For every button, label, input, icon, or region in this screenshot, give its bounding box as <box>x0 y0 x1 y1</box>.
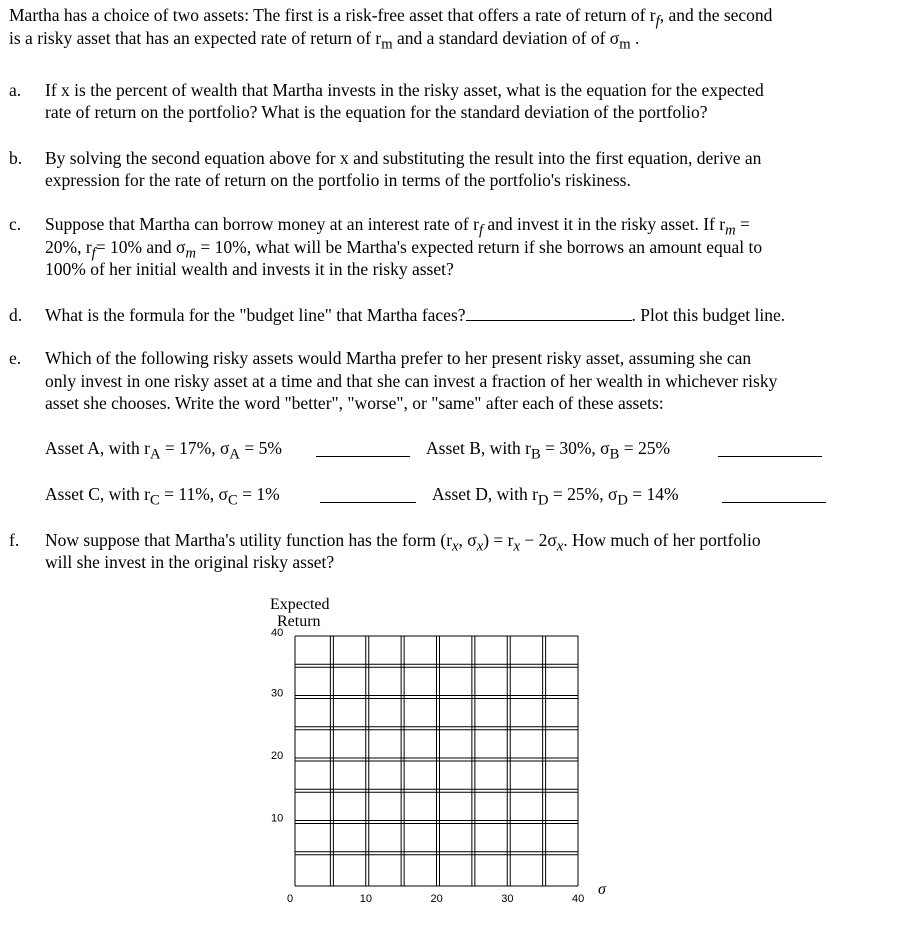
question-e-line-3: asset she chooses. Write the word "better", "worse", or "same" after each of these assets: <box>45 393 664 413</box>
x-tick-label: 0 <box>287 893 294 905</box>
y-tick-label: 30 <box>271 687 284 700</box>
asset-a: Asset A, with $r_A = 17\%$, $\sigma_A = 5\%$ <box>45 438 282 463</box>
question-a-line-2: rate of return on the portfolio? What is the equation for the standard deviation of the portfolio? <box>45 102 708 122</box>
question-a-label: a. <box>9 80 22 100</box>
question-c-line-2: 20%, $r_f= 10\%$ and $\sigma_m = 10\%$, what will be Martha's expected return if she borrows an amount equal to <box>45 237 763 262</box>
question-b-label: b. <box>9 148 23 168</box>
question-d-line: What is the formula for the "budget line" that Martha faces? . Plot this budget line. <box>45 305 786 325</box>
y-axis-title-line-2: Return <box>277 613 321 630</box>
y-tick-label: 40 <box>271 627 284 639</box>
question-b-line-2: expression for the rate of return on the portfolio in terms of the portfolio's riskiness. <box>45 170 631 190</box>
question-e-line-2: only invest in one risky asset at a time and that she can invest a fraction of her wealth in whichever risky <box>45 371 778 391</box>
x-tick-label: 30 <box>501 893 514 905</box>
y-axis-title-line-1: Expected <box>270 596 330 613</box>
y-tick-label: 10 <box>271 812 284 825</box>
question-b-line-1: By solving the second equation above for x and substituting the result into the first equation, derive an <box>45 148 762 168</box>
question-e-line-1: Which of the following risky assets would Martha prefer to her present risky asset, assuming she can <box>45 348 752 368</box>
intro-line-1: Martha has a choice of two assets: The first is a risk-free asset that offers a rate of return of $r_f$, and the second <box>9 5 773 30</box>
question-d-label: d. <box>9 305 23 325</box>
x-tick-label: 10 <box>359 893 372 905</box>
intro-line-2: is a risky asset that has an expected rate of return of $r_m$ and a standard deviation of of $\sigma_m$ . <box>9 28 640 53</box>
question-c-line-3: 100% of her initial wealth and invests it in the risky asset? <box>45 259 454 279</box>
x-tick-label: 20 <box>430 893 443 905</box>
x-tick-label: 40 <box>572 893 585 905</box>
question-a-line-1: If x is the percent of wealth that Martha invests in the risky asset, what is the equation for the expected <box>45 80 764 100</box>
question-f-line-2: will she invest in the original risky asset? <box>45 552 335 572</box>
y-tick-label: 20 <box>271 750 284 762</box>
question-f-line-1: Now suppose that Martha's utility function has the form ($r_x$, $\sigma_x) = r_x - 2\sigma_x$. How much of her portfolio <box>45 530 761 555</box>
asset-b: Asset B, with $r_B = 30\%$, $\sigma_B = 25\%$ <box>426 438 671 463</box>
asset-c: Asset C, with $r_C = 11\%$, $\sigma_C = 1\%$ <box>45 484 280 509</box>
question-c-label: c. <box>9 214 22 234</box>
question-f-label: f. <box>9 530 20 550</box>
x-axis-title: σ <box>598 881 606 898</box>
question-e-label: e. <box>9 348 22 368</box>
asset-d: Asset D, with $r_D = 25\%$, $\sigma_D = 14\%$ <box>432 484 679 509</box>
question-c-line-1: Suppose that Martha can borrow money at an interest rate of $r_f$ and invest it in the risky asset. If $r_m$ = <box>45 214 750 239</box>
